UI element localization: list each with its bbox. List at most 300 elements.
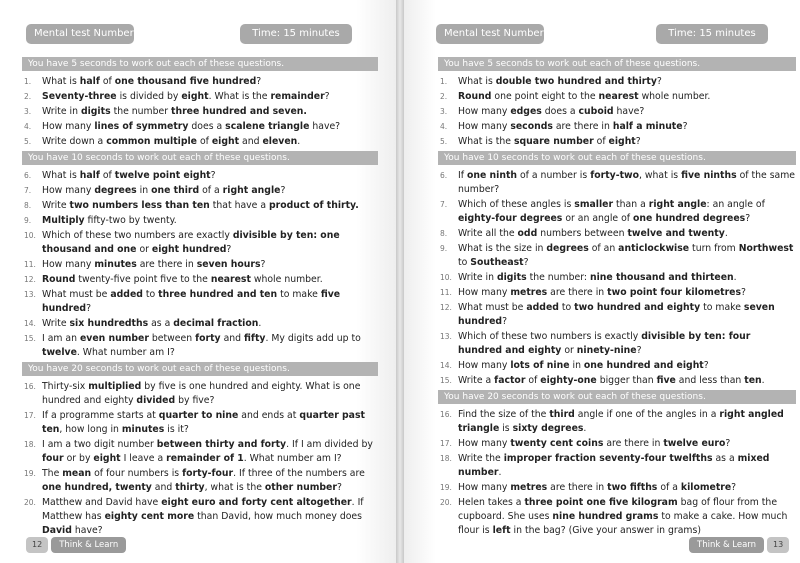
question-number: 11. bbox=[440, 288, 452, 297]
question-text-part: . bbox=[761, 375, 765, 386]
question-text-part: . If Matthew has bbox=[42, 497, 364, 522]
question-item bbox=[22, 214, 378, 228]
question-item bbox=[22, 332, 378, 360]
emphasis-text: two fifths bbox=[607, 482, 658, 493]
question-number: 6. bbox=[24, 171, 32, 180]
question-text-part: Helen takes a bbox=[458, 497, 525, 508]
question-item bbox=[22, 380, 378, 408]
emphasis-text: twelve bbox=[42, 347, 77, 358]
question-text-part: by five is one hundred and eighty. What is one hundred and eighty bbox=[42, 381, 361, 406]
question-item bbox=[22, 105, 378, 119]
question-text bbox=[42, 90, 378, 104]
emphasis-text: five ninths bbox=[681, 170, 737, 181]
question-text-part: , what is bbox=[639, 170, 682, 181]
emphasis-text: eight bbox=[93, 453, 121, 464]
question-text-part: to make bbox=[277, 289, 321, 300]
question-text-part: have? bbox=[309, 121, 341, 132]
emphasis-text: divided bbox=[136, 395, 176, 406]
question-text bbox=[42, 229, 378, 257]
section-heading: You have 20 seconds to work out each of these questions. bbox=[438, 390, 796, 404]
question-text-part: , how long in bbox=[59, 424, 122, 435]
emphasis-text: common multiple bbox=[106, 136, 197, 147]
question-text-part: one point eight to the bbox=[491, 91, 599, 102]
question-list bbox=[438, 55, 796, 539]
question-text-part: . bbox=[498, 467, 502, 478]
question-number: 12. bbox=[24, 275, 36, 284]
emphasis-text: Northwest bbox=[738, 243, 794, 254]
emphasis-text: third bbox=[549, 409, 575, 420]
question-text-part: ? bbox=[256, 76, 262, 87]
emphasis-text: eight bbox=[211, 136, 240, 147]
page-number: 13 bbox=[767, 537, 789, 553]
question-text-part: ? bbox=[86, 303, 91, 314]
question-number: 4. bbox=[24, 122, 32, 131]
question-text bbox=[42, 199, 378, 213]
question-text-part: ? bbox=[226, 244, 232, 255]
question-text-part: are there in bbox=[547, 287, 608, 298]
question-text bbox=[458, 301, 796, 329]
question-text-part: I am an bbox=[42, 333, 80, 344]
question-number: 5. bbox=[440, 137, 448, 146]
question-text-part: does a bbox=[188, 121, 226, 132]
question-text bbox=[458, 286, 796, 300]
question-item bbox=[22, 75, 378, 89]
question-text-part: . My digits add up to bbox=[265, 333, 361, 344]
right-page bbox=[404, 0, 800, 563]
question-text-part: of a bbox=[657, 482, 681, 493]
question-text-part: to bbox=[458, 257, 471, 268]
question-number: 18. bbox=[24, 440, 36, 449]
question-number: 20. bbox=[440, 498, 452, 507]
emphasis-text: five bbox=[656, 375, 676, 386]
question-number: 6. bbox=[440, 171, 448, 180]
question-text-part: What is the size in bbox=[458, 243, 547, 254]
question-text-part: Write bbox=[42, 318, 70, 329]
question-text-part: How many bbox=[458, 106, 511, 117]
question-text-part: and bbox=[220, 333, 245, 344]
question-number: 17. bbox=[24, 411, 36, 420]
question-text bbox=[458, 271, 796, 285]
section-heading: You have 10 seconds to work out each of these questions. bbox=[438, 151, 796, 165]
question-number: 15. bbox=[440, 376, 452, 385]
question-text-part: I leave a bbox=[120, 453, 167, 464]
question-text bbox=[458, 198, 796, 226]
emphasis-text: minutes bbox=[121, 424, 165, 435]
emphasis-text: twelve and twenty bbox=[627, 228, 725, 239]
emphasis-text: quarter past ten bbox=[42, 410, 365, 435]
question-text-part: as a bbox=[148, 318, 174, 329]
question-text-part: Thirty-six bbox=[42, 381, 89, 392]
emphasis-text: four bbox=[42, 453, 64, 464]
question-text-part: is bbox=[499, 423, 513, 434]
question-text-part: and bbox=[239, 136, 263, 147]
question-text bbox=[458, 227, 796, 241]
question-text-part: Write a bbox=[458, 375, 495, 386]
question-text-part: How many bbox=[42, 121, 95, 132]
question-text-part: or by bbox=[63, 453, 94, 464]
question-text-part: are there in bbox=[136, 259, 197, 270]
emphasis-text: eighty-one bbox=[540, 375, 597, 386]
question-item bbox=[438, 198, 796, 226]
emphasis-text: metres bbox=[510, 287, 548, 298]
section-heading: You have 5 seconds to work out each of these questions. bbox=[22, 57, 378, 71]
question-text-part: Write the bbox=[458, 453, 504, 464]
question-text-part: , what is the bbox=[204, 482, 265, 493]
question-text bbox=[42, 135, 378, 149]
emphasis-text: two numbers less than ten bbox=[69, 200, 210, 211]
question-text-part: twenty-five point five to the bbox=[75, 274, 211, 285]
emphasis-text: nine hundred grams bbox=[552, 511, 659, 522]
question-text-part: Write in bbox=[42, 106, 81, 117]
question-text-part: of four numbers is bbox=[91, 468, 183, 479]
question-text bbox=[458, 169, 796, 197]
question-number: 2. bbox=[440, 92, 448, 101]
question-text-part: whole number. bbox=[638, 91, 711, 102]
question-item bbox=[438, 105, 796, 119]
emphasis-text: quarter to nine bbox=[158, 410, 239, 421]
question-text-part: and less than bbox=[675, 375, 745, 386]
question-text-part: in bbox=[569, 360, 584, 371]
question-text-part: of an bbox=[588, 243, 619, 254]
question-text-part: and bbox=[151, 482, 176, 493]
emphasis-text: eight euro and forty cent altogether bbox=[161, 497, 352, 508]
question-item bbox=[22, 90, 378, 104]
question-number: 14. bbox=[440, 361, 452, 370]
question-text bbox=[42, 332, 378, 360]
question-text-part: in bbox=[136, 185, 152, 196]
emphasis-text: square number bbox=[513, 136, 594, 147]
section-heading: You have 5 seconds to work out each of these questions. bbox=[438, 57, 796, 71]
emphasis-text: remainder bbox=[270, 91, 325, 102]
emphasis-text: eighty-four degrees bbox=[458, 213, 563, 224]
emphasis-text: one hundred and eight bbox=[583, 360, 704, 371]
question-text bbox=[458, 90, 796, 104]
question-text-part: or bbox=[136, 244, 152, 255]
question-item bbox=[438, 496, 796, 538]
question-text bbox=[458, 105, 796, 119]
question-number: 1. bbox=[24, 77, 32, 86]
question-item bbox=[22, 467, 378, 495]
emphasis-text: left bbox=[492, 525, 511, 536]
emphasis-text: mixed number bbox=[458, 453, 770, 478]
emphasis-text: twelve point eight bbox=[114, 170, 211, 181]
question-text-part: How many bbox=[42, 185, 95, 196]
emphasis-text: nine thousand and thirteen bbox=[590, 272, 734, 283]
question-item bbox=[22, 120, 378, 134]
question-text-part: . If I am divided by bbox=[286, 439, 373, 450]
emphasis-text: forty bbox=[195, 333, 221, 344]
question-text bbox=[458, 452, 796, 480]
question-text-part: between bbox=[148, 333, 196, 344]
question-text-part: that have a bbox=[209, 200, 269, 211]
question-text-part: Write in bbox=[458, 272, 497, 283]
question-list bbox=[22, 55, 378, 539]
page-footer bbox=[686, 537, 789, 553]
question-text-part: bigger than bbox=[596, 375, 657, 386]
emphasis-text: three point one five kilogram bbox=[524, 497, 678, 508]
question-text-part: and ends at bbox=[238, 410, 300, 421]
emphasis-text: seconds bbox=[510, 121, 553, 132]
emphasis-text: minutes bbox=[94, 259, 137, 270]
emphasis-text: ten bbox=[744, 375, 762, 386]
question-text-part: ? bbox=[324, 91, 330, 102]
question-text-part: Matthew and David have bbox=[42, 497, 162, 508]
emphasis-text: improper fraction seventy-four twelfths bbox=[503, 453, 713, 464]
question-number: 20. bbox=[24, 498, 36, 507]
question-item bbox=[22, 229, 378, 257]
emphasis-text: right angle bbox=[222, 185, 281, 196]
test-title: Mental test Number 10 bbox=[26, 24, 134, 44]
question-number: 5. bbox=[24, 137, 32, 146]
question-text-part: in the bag? (Give your answer in grams) bbox=[510, 525, 701, 536]
question-number: 7. bbox=[24, 186, 32, 195]
question-text-part: are there in bbox=[552, 121, 613, 132]
emphasis-text: eighty cent more bbox=[104, 511, 195, 522]
question-text-part: the number: bbox=[526, 272, 590, 283]
question-number: 11. bbox=[24, 260, 36, 269]
emphasis-text: two point four kilometres bbox=[607, 287, 742, 298]
question-text-part: . bbox=[297, 136, 301, 147]
question-text bbox=[42, 380, 378, 408]
question-number: 12. bbox=[440, 303, 452, 312]
question-text bbox=[42, 120, 378, 134]
emphasis-text: lines of symmetry bbox=[94, 121, 189, 132]
section-heading: You have 10 seconds to work out each of these questions. bbox=[22, 151, 378, 165]
question-text-part: What must be bbox=[458, 302, 527, 313]
emphasis-text: even number bbox=[79, 333, 149, 344]
emphasis-text: three hundred and ten bbox=[158, 289, 278, 300]
question-text-part: : an angle of bbox=[706, 199, 765, 210]
question-text bbox=[42, 288, 378, 316]
emphasis-text: degrees bbox=[94, 185, 137, 196]
question-text-part: have? bbox=[71, 525, 103, 536]
question-item bbox=[22, 288, 378, 316]
question-text-part: ? bbox=[260, 259, 266, 270]
question-number: 1. bbox=[440, 77, 448, 86]
question-item bbox=[438, 135, 796, 149]
question-text bbox=[458, 408, 796, 436]
question-text bbox=[42, 317, 378, 331]
question-text bbox=[42, 105, 378, 119]
emphasis-text: forty-four bbox=[182, 468, 234, 479]
emphasis-text: five hundred bbox=[42, 289, 341, 314]
question-text bbox=[458, 374, 796, 388]
question-text-part: . bbox=[724, 228, 728, 239]
question-text-part: Which of these two numbers is exactly bbox=[458, 331, 642, 342]
question-number: 19. bbox=[440, 483, 452, 492]
emphasis-text: six hundredths bbox=[69, 318, 149, 329]
question-text-part: ? bbox=[731, 482, 737, 493]
question-text-part: or bbox=[561, 345, 577, 356]
question-text-part: . What is the bbox=[208, 91, 271, 102]
question-text bbox=[458, 135, 796, 149]
question-text-part: . If three of the numbers are bbox=[233, 468, 365, 479]
question-text-part: How many bbox=[458, 482, 511, 493]
question-item bbox=[438, 374, 796, 388]
emphasis-text: smaller bbox=[574, 199, 614, 210]
test-title: Mental test Number 11 bbox=[436, 24, 544, 44]
emphasis-text: between thirty and forty bbox=[156, 439, 287, 450]
question-text-part: of the same number? bbox=[458, 170, 796, 195]
question-text-part: to bbox=[558, 302, 575, 313]
emphasis-text: divisible by ten: four hundred and eighty bbox=[458, 331, 751, 356]
question-item bbox=[438, 359, 796, 373]
question-item bbox=[438, 408, 796, 436]
emphasis-text: half bbox=[79, 170, 100, 181]
question-number: 8. bbox=[24, 201, 32, 210]
question-number: 17. bbox=[440, 439, 452, 448]
question-text-part: ? bbox=[635, 136, 641, 147]
emphasis-text: half bbox=[79, 76, 100, 87]
emphasis-text: eight hundred bbox=[151, 244, 227, 255]
question-text bbox=[42, 467, 378, 495]
question-text bbox=[458, 359, 796, 373]
question-text-part: Write bbox=[42, 200, 70, 211]
question-text-part: If bbox=[458, 170, 467, 181]
question-number: 16. bbox=[24, 382, 36, 391]
time-limit: Time: 15 minutes bbox=[656, 24, 768, 44]
question-text-part: ? bbox=[336, 482, 342, 493]
question-text-part: ? bbox=[636, 345, 642, 356]
question-number: 14. bbox=[24, 319, 36, 328]
emphasis-text: right angle bbox=[648, 199, 707, 210]
emphasis-text: one thousand five hundred bbox=[114, 76, 257, 87]
question-text-part: ? bbox=[703, 360, 709, 371]
question-text-part: How many bbox=[458, 121, 511, 132]
emphasis-text: one third bbox=[151, 185, 200, 196]
emphasis-text: one ninth bbox=[466, 170, 518, 181]
question-number: 7. bbox=[440, 200, 448, 209]
question-text-part: How many bbox=[458, 287, 511, 298]
brand-label: Think & Learn bbox=[689, 537, 764, 553]
question-text-part: fifty-two by twenty. bbox=[84, 215, 177, 226]
question-text-part: ? bbox=[523, 257, 529, 268]
emphasis-text: Multiply bbox=[42, 215, 85, 226]
emphasis-text: multiplied bbox=[88, 381, 142, 392]
emphasis-text: mean bbox=[62, 468, 92, 479]
emphasis-text: forty-two bbox=[590, 170, 639, 181]
test-header bbox=[436, 24, 768, 44]
question-item bbox=[22, 409, 378, 437]
question-text-part: I am a two digit number bbox=[42, 439, 157, 450]
emphasis-text: nearest bbox=[598, 91, 639, 102]
question-text-part: How many bbox=[458, 438, 511, 449]
emphasis-text: nearest bbox=[210, 274, 251, 285]
emphasis-text: Southeast bbox=[470, 257, 524, 268]
emphasis-text: eleven bbox=[262, 136, 298, 147]
question-text-part: are there in bbox=[547, 482, 608, 493]
question-text-part: is it? bbox=[164, 424, 189, 435]
question-text-part: than a bbox=[613, 199, 649, 210]
question-text-part: ? bbox=[210, 170, 216, 181]
emphasis-text: seven hours bbox=[196, 259, 261, 270]
question-item bbox=[438, 301, 796, 329]
emphasis-text: added bbox=[110, 289, 143, 300]
question-text-part: If a programme starts at bbox=[42, 410, 159, 421]
question-item bbox=[22, 199, 378, 213]
emphasis-text: remainder of 1 bbox=[166, 453, 244, 464]
question-text-part: is divided by bbox=[116, 91, 182, 102]
page-number: 12 bbox=[26, 537, 48, 553]
question-text-part: than David, how much money does bbox=[194, 511, 362, 522]
emphasis-text: decimal fraction bbox=[173, 318, 259, 329]
question-text bbox=[42, 214, 378, 228]
question-item bbox=[438, 481, 796, 495]
question-text bbox=[458, 242, 796, 270]
question-number: 2. bbox=[24, 92, 32, 101]
question-text-part: What must be bbox=[42, 289, 111, 300]
question-text-part: to bbox=[142, 289, 159, 300]
question-item bbox=[438, 452, 796, 480]
question-text-part: . bbox=[258, 318, 262, 329]
emphasis-text: David bbox=[42, 525, 72, 536]
question-text-part: of a bbox=[199, 185, 223, 196]
question-item bbox=[22, 496, 378, 538]
question-text-part: . What number am I? bbox=[76, 347, 175, 358]
question-text-part: ? bbox=[280, 185, 286, 196]
test-header bbox=[26, 24, 352, 44]
question-text-part: . What number am I? bbox=[243, 453, 342, 464]
question-text-part: of bbox=[99, 76, 115, 87]
question-text-part: ? bbox=[502, 316, 507, 327]
emphasis-text: other number bbox=[264, 482, 337, 493]
question-item bbox=[438, 271, 796, 285]
emphasis-text: digits bbox=[496, 272, 527, 283]
emphasis-text: sixty degrees bbox=[512, 423, 584, 434]
question-text-part: What is bbox=[42, 170, 80, 181]
question-text bbox=[458, 437, 796, 451]
question-number: 10. bbox=[24, 231, 36, 240]
question-number: 10. bbox=[440, 273, 452, 282]
question-item bbox=[438, 120, 796, 134]
book-gutter bbox=[396, 0, 404, 563]
question-text-part: of bbox=[593, 136, 609, 147]
question-text-part: are there in bbox=[603, 438, 664, 449]
question-text-part: of bbox=[525, 375, 541, 386]
emphasis-text: half a minute bbox=[612, 121, 683, 132]
question-text-part: or an angle of bbox=[562, 213, 633, 224]
question-text-part: . bbox=[733, 272, 737, 283]
question-text-part: whole number. bbox=[250, 274, 323, 285]
question-text bbox=[42, 75, 378, 89]
question-item bbox=[438, 227, 796, 241]
brand-label: Think & Learn bbox=[51, 537, 126, 553]
question-number: 18. bbox=[440, 454, 452, 463]
emphasis-text: edges bbox=[510, 106, 542, 117]
emphasis-text: twenty cent coins bbox=[510, 438, 604, 449]
question-number: 8. bbox=[440, 229, 448, 238]
emphasis-text: right angled triangle bbox=[458, 409, 784, 434]
question-text-part: by five? bbox=[175, 395, 215, 406]
emphasis-text: kilometre bbox=[680, 482, 732, 493]
question-number: 9. bbox=[24, 216, 32, 225]
question-text-part: ? bbox=[682, 121, 688, 132]
emphasis-text: double two hundred and thirty bbox=[495, 76, 657, 87]
question-item bbox=[438, 242, 796, 270]
question-text bbox=[42, 273, 378, 287]
question-item bbox=[438, 75, 796, 89]
question-number: 13. bbox=[24, 290, 36, 299]
question-text bbox=[42, 169, 378, 183]
question-number: 15. bbox=[24, 334, 36, 343]
question-text-part: the number bbox=[110, 106, 172, 117]
question-item bbox=[438, 437, 796, 451]
emphasis-text: Round bbox=[42, 274, 76, 285]
emphasis-text: lots of nine bbox=[510, 360, 570, 371]
question-text-part: to make bbox=[700, 302, 744, 313]
question-text-part: bag of flour from the cupboard. She uses bbox=[458, 497, 778, 522]
emphasis-text: three hundred and seven. bbox=[171, 106, 307, 117]
